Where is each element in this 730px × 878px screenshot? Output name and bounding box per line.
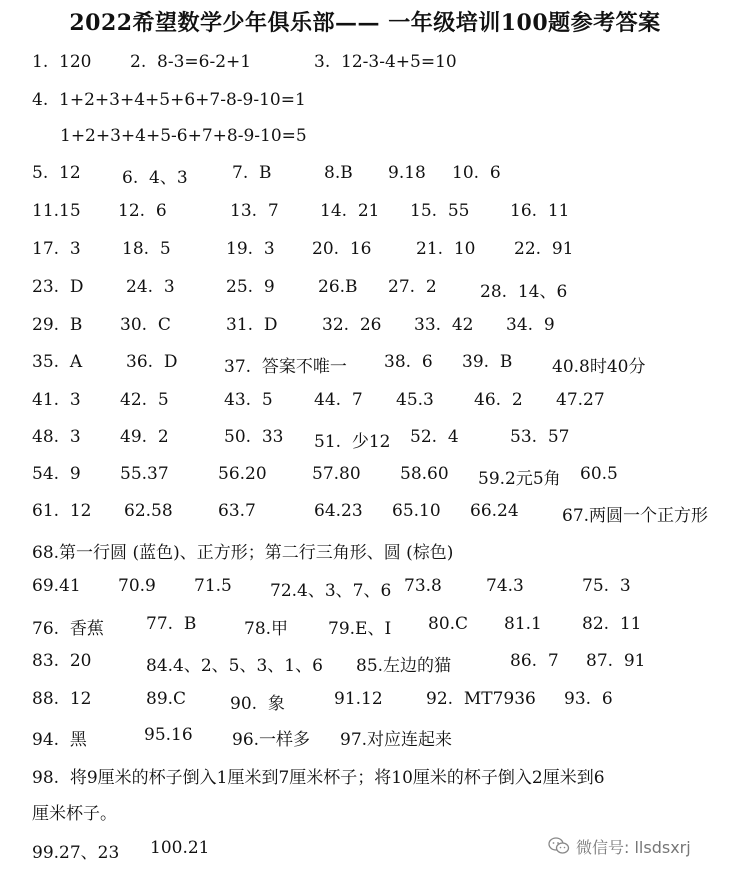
answer-item: 52. 4 xyxy=(410,427,459,447)
answer-item: 48. 3 xyxy=(32,427,81,447)
answer-item: 79.E、I xyxy=(328,619,392,639)
answer-item: 73.8 xyxy=(404,576,442,596)
answer-item: 75. 3 xyxy=(582,576,631,596)
answer-row xyxy=(0,352,730,378)
answer-item: 34. 9 xyxy=(506,315,555,335)
answer-row xyxy=(0,689,730,715)
answer-item: 83. 20 xyxy=(32,651,92,671)
answer-row xyxy=(0,239,730,265)
wechat-icon xyxy=(548,836,570,856)
answer-row xyxy=(0,538,730,564)
answer-item: 71.5 xyxy=(194,576,232,596)
answer-item: 74.3 xyxy=(486,576,524,596)
answer-item: 67.两圆一个正方形 xyxy=(562,506,709,526)
answer-item: 25. 9 xyxy=(226,277,275,297)
answer-item: 68.第一行圆 (蓝色)、正方形；第二行三角形、圆 (棕色) xyxy=(32,543,454,563)
answer-row xyxy=(0,501,730,527)
answer-item: 91.12 xyxy=(334,689,383,709)
answer-item: 100.21 xyxy=(150,838,210,858)
answer-item: 80.C xyxy=(428,614,469,634)
answer-item: 88. 12 xyxy=(32,689,92,709)
answer-item: 44. 7 xyxy=(314,390,363,410)
answer-item: 47.27 xyxy=(556,390,605,410)
answer-item: 58.60 xyxy=(400,464,449,484)
answer-row xyxy=(0,163,730,189)
answer-item: 22. 91 xyxy=(514,239,574,259)
answer-row xyxy=(0,90,730,116)
answer-row xyxy=(0,763,730,789)
answer-item: 40.8时40分 xyxy=(552,357,646,377)
answer-item: 36. D xyxy=(126,352,178,372)
answer-item: 14. 21 xyxy=(320,201,380,221)
answer-item: 55.37 xyxy=(120,464,169,484)
answer-item: 82. 11 xyxy=(582,614,642,634)
answer-item: 54. 9 xyxy=(32,464,81,484)
answer-item: 62.58 xyxy=(124,501,173,521)
answer-item: 9.18 xyxy=(388,163,426,183)
answer-item: 41. 3 xyxy=(32,390,81,410)
answer-item: 1. 120 xyxy=(32,52,92,72)
answer-item: 53. 57 xyxy=(510,427,570,447)
answer-item: 63.7 xyxy=(218,501,256,521)
answer-item: 70.9 xyxy=(118,576,156,596)
answer-item: 21. 10 xyxy=(416,239,476,259)
answer-item: 51. 少12 xyxy=(314,432,391,452)
answer-item: 13. 7 xyxy=(230,201,279,221)
answer-item: 57.80 xyxy=(312,464,361,484)
answer-item: 7. B xyxy=(232,163,272,183)
answer-item: 33. 42 xyxy=(414,315,474,335)
answer-item: 42. 5 xyxy=(120,390,169,410)
answer-item: 49. 2 xyxy=(120,427,169,447)
answer-item: 38. 6 xyxy=(384,352,433,372)
answer-item: 29. B xyxy=(32,315,83,335)
answer-item: 10. 6 xyxy=(452,163,501,183)
answer-item: 37. 答案不唯一 xyxy=(224,357,347,377)
answer-row xyxy=(0,725,730,751)
answer-item: 64.23 xyxy=(314,501,363,521)
answer-item: 39. B xyxy=(462,352,513,372)
answer-item: 11.15 xyxy=(32,201,81,221)
answer-item: 81.1 xyxy=(504,614,542,634)
answer-item: 4. 1+2+3+4+5+6+7-8-9-10=1 xyxy=(32,90,306,110)
answer-item: 76. 香蕉 xyxy=(32,619,104,639)
answer-item: 95.16 xyxy=(144,725,193,745)
answer-item: 43. 5 xyxy=(224,390,273,410)
answer-row xyxy=(0,799,730,825)
answer-item: 87. 91 xyxy=(586,651,646,671)
answer-item: 18. 5 xyxy=(122,239,171,259)
answer-item: 23. D xyxy=(32,277,84,297)
answer-item: 90. 象 xyxy=(230,694,285,714)
answer-row xyxy=(0,427,730,453)
answer-row xyxy=(0,315,730,341)
answer-row xyxy=(0,201,730,227)
answer-row xyxy=(0,576,730,602)
answer-item: 72.4、3、7、6 xyxy=(270,581,392,601)
answer-item: 45.3 xyxy=(396,390,434,410)
answer-item: 20. 16 xyxy=(312,239,372,259)
answer-item: 96.一样多 xyxy=(232,730,311,750)
answer-item: 12. 6 xyxy=(118,201,167,221)
answer-item: 93. 6 xyxy=(564,689,613,709)
answer-item: 19. 3 xyxy=(226,239,275,259)
answer-item: 1+2+3+4+5-6+7+8-9-10=5 xyxy=(60,126,307,146)
answer-item: 15. 55 xyxy=(410,201,470,221)
answer-item: 89.C xyxy=(146,689,187,709)
answer-item: 86. 7 xyxy=(510,651,559,671)
answer-item: 28. 14、6 xyxy=(480,282,568,302)
answer-row xyxy=(0,126,730,152)
answer-row xyxy=(0,651,730,677)
answer-item: 69.41 xyxy=(32,576,81,596)
answer-item: 61. 12 xyxy=(32,501,92,521)
answer-item: 84.4、2、5、3、1、6 xyxy=(146,656,323,676)
answer-row xyxy=(0,52,730,78)
answer-row xyxy=(0,390,730,416)
answer-row xyxy=(0,277,730,303)
answer-item: 24. 3 xyxy=(126,277,175,297)
answer-item: 30. C xyxy=(120,315,171,335)
answer-item: 66.24 xyxy=(470,501,519,521)
watermark-text: 微信号: llsdsxrj xyxy=(576,837,691,857)
answer-item: 78.甲 xyxy=(244,619,289,639)
answer-item: 46. 2 xyxy=(474,390,523,410)
answer-item: 99.27、23 xyxy=(32,843,120,863)
answer-item: 16. 11 xyxy=(510,201,570,221)
answer-item: 27. 2 xyxy=(388,277,437,297)
answer-item: 92. MT7936 xyxy=(426,689,536,709)
answer-item: 31. D xyxy=(226,315,278,335)
answer-item: 26.B xyxy=(318,277,358,297)
page-title: 2022希望数学少年俱乐部—— 一年级培训100题参考答案 xyxy=(69,10,661,36)
answer-row xyxy=(0,464,730,490)
answer-item: 98. 将9厘米的杯子倒入1厘米到7厘米杯子；将10厘米的杯子倒入2厘米到6 xyxy=(32,768,605,788)
answer-item: 8.B xyxy=(324,163,353,183)
answer-item: 32. 26 xyxy=(322,315,382,335)
answer-item: 3. 12-3-4+5=10 xyxy=(314,52,457,72)
answer-item: 50. 33 xyxy=(224,427,284,447)
answer-item: 77. B xyxy=(146,614,197,634)
answer-item: 56.20 xyxy=(218,464,267,484)
answer-item: 厘米杯子。 xyxy=(32,804,117,824)
answer-item: 60.5 xyxy=(580,464,618,484)
answer-item: 35. A xyxy=(32,352,83,372)
answer-row xyxy=(0,614,730,640)
answer-item: 5. 12 xyxy=(32,163,81,183)
answer-item: 6. 4、3 xyxy=(122,168,188,188)
answer-item: 94. 黑 xyxy=(32,730,87,750)
answer-item: 97.对应连起来 xyxy=(340,730,453,750)
answer-item: 17. 3 xyxy=(32,239,81,259)
answer-item: 85.左边的猫 xyxy=(356,656,452,676)
answer-item: 65.10 xyxy=(392,501,441,521)
watermark xyxy=(548,833,691,859)
answer-item: 2. 8-3=6-2+1 xyxy=(130,52,252,72)
answer-item: 59.2元5角 xyxy=(478,469,561,489)
